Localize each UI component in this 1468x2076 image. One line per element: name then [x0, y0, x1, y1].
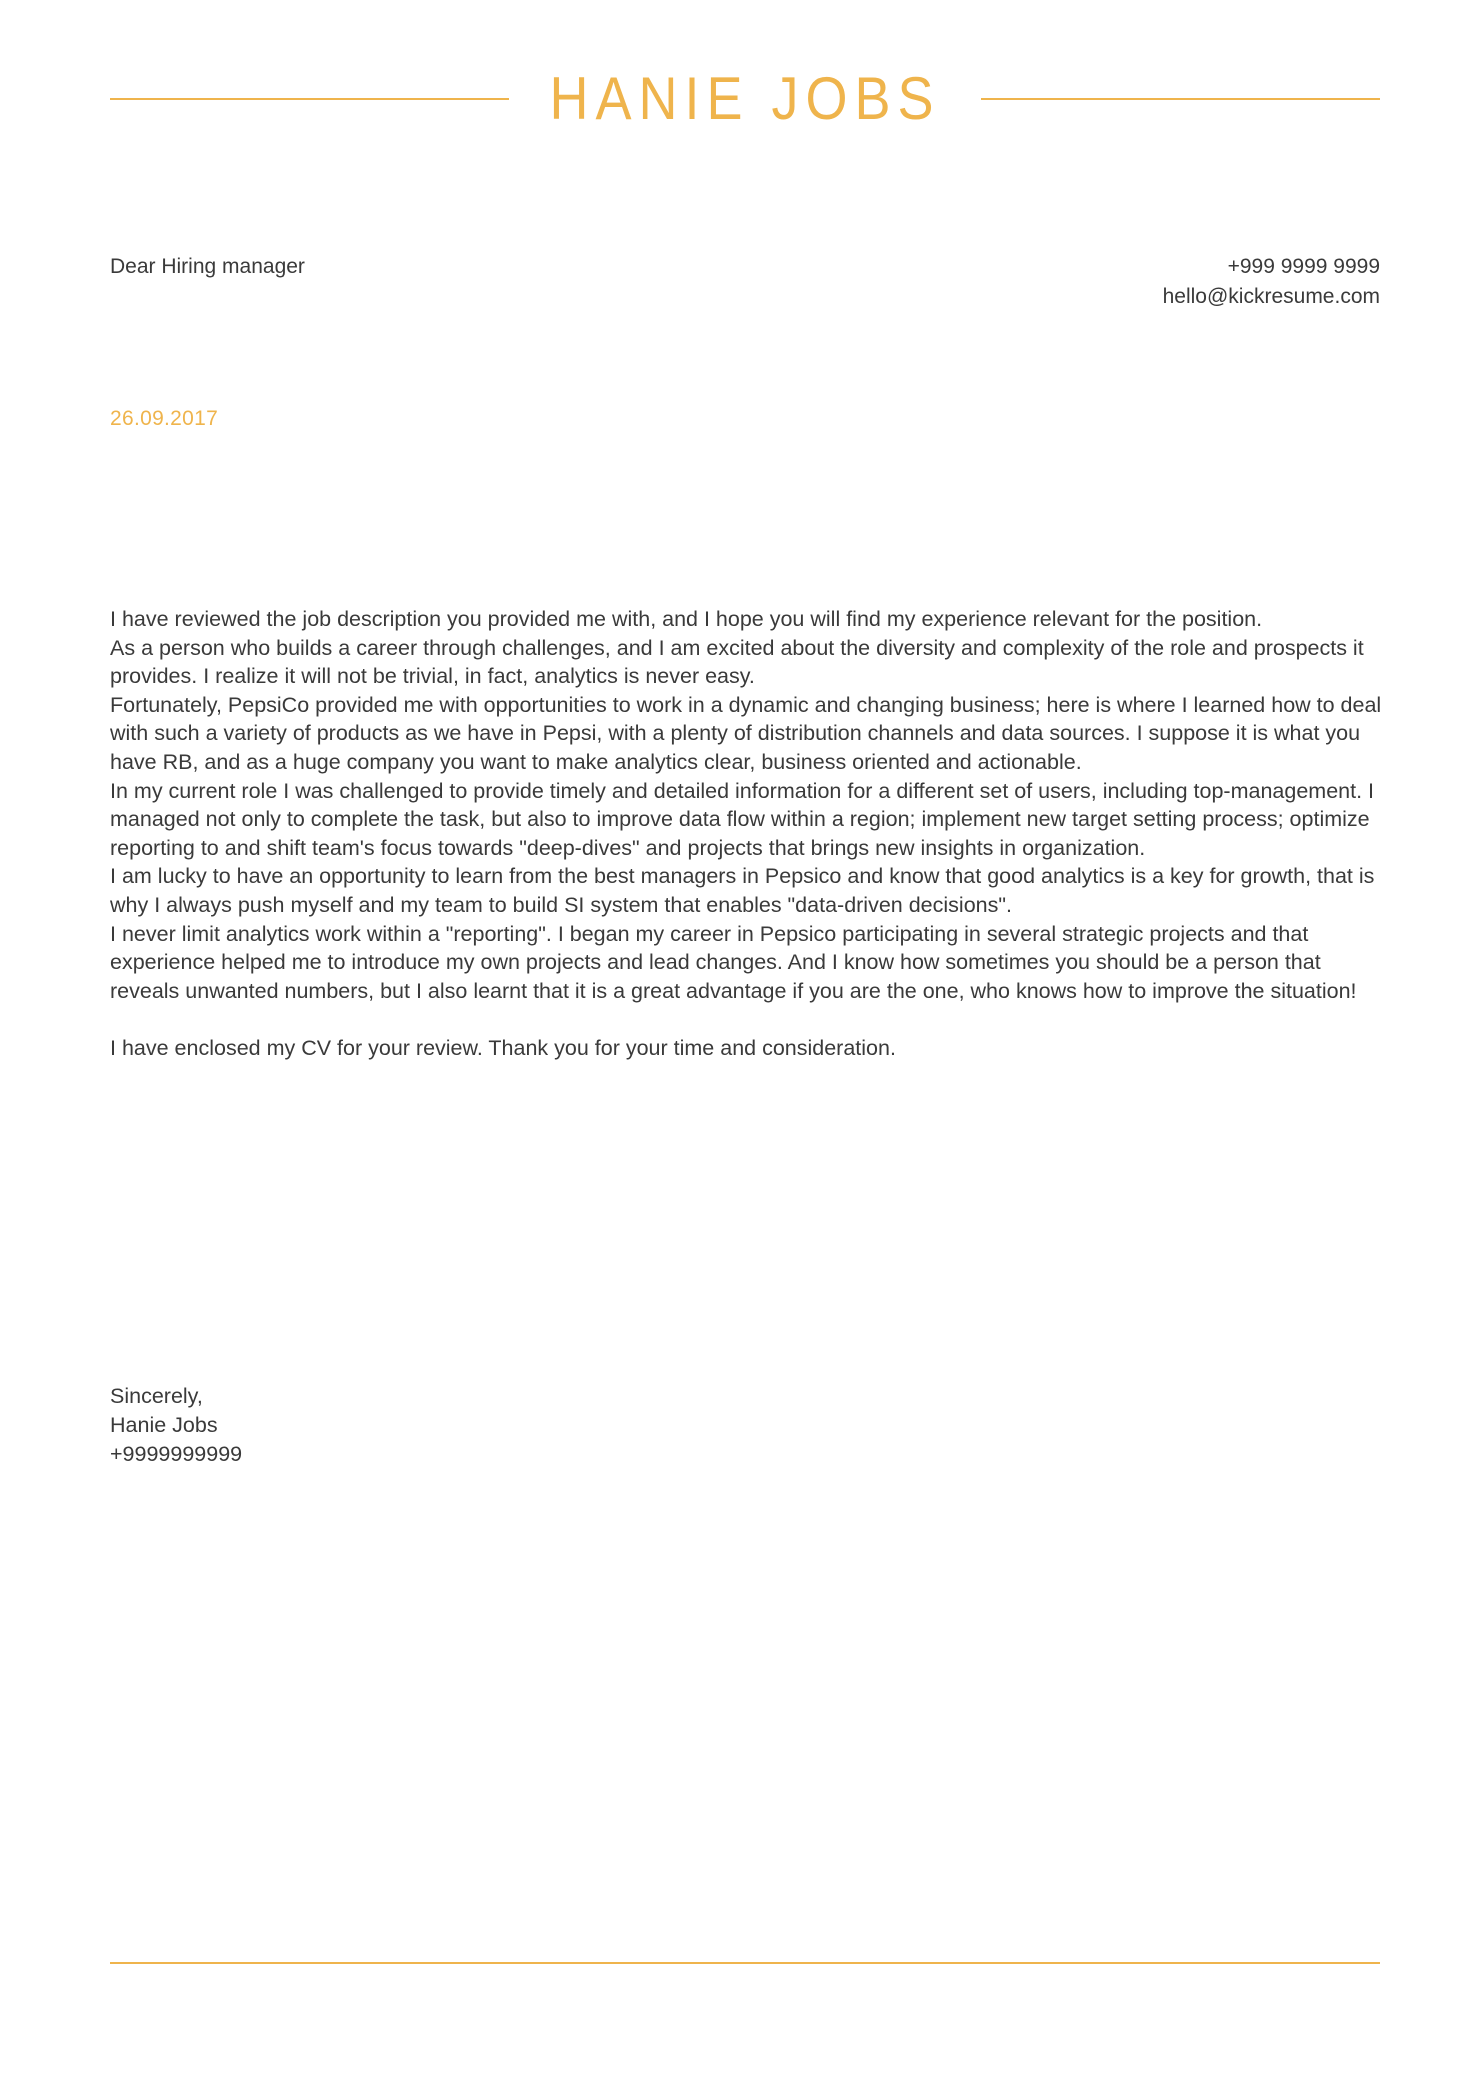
letter-meta: [110, 252, 1380, 312]
signature-valediction: Sincerely,: [110, 1384, 203, 1408]
contact-phone: +999 9999 9999: [1227, 255, 1380, 278]
signature-name: Hanie Jobs: [110, 1413, 218, 1437]
body-paragraph: Fortunately, PepsiCo provided me with opportunities to work in a dynamic and changing business; here is where I learned how to deal with such a variety of products as we have in Pepsi, with a plenty of distribution channels and data sources. I suppose it is what you have RB, and as a huge company you want to make analytics clear, business oriented and actionable.: [110, 692, 1382, 774]
signature-block: [110, 1382, 242, 1469]
body-closing: I have enclosed my CV for your review. Thank you for your time and consideration.: [110, 1035, 896, 1060]
contact-block: [1163, 252, 1380, 312]
page-title: HANIE JOBS: [549, 65, 941, 133]
body-paragraph: As a person who builds a career through challenges, and I am excited about the diversity and complexity of the role and prospects it provides. I realize it will not be trivial, in fact, analytics is never easy.: [110, 635, 1364, 689]
body-paragraph: I never limit analytics work within a "reporting". I began my career in Pepsico participating in several strategic projects and that experience helped me to introduce my own projects and lead changes. And I know how sometimes you should be a person that reveals unwanted numbers, but I also learnt that it is a great advantage if you are the one, who knows how to improve the situation!: [110, 921, 1357, 1003]
header-rule-left: [110, 98, 509, 100]
signature-phone: +9999999999: [110, 1442, 243, 1466]
contact-email: hello@kickresume.com: [1162, 285, 1380, 308]
footer-rule: [110, 1962, 1380, 1964]
letterhead: [110, 65, 1380, 133]
salutation: Dear Hiring manager: [110, 255, 305, 278]
header-rule-right: [981, 98, 1380, 100]
body-paragraph: I am lucky to have an opportunity to learn from the best managers in Pepsico and know that good analytics is a key for growth, that is why I always push myself and my team to build SI system that enables "data-driven decisions".: [110, 864, 1375, 917]
body-paragraph: I have reviewed the job description you provided me with, and I hope you will find my experience relevant for the position.: [110, 607, 1263, 631]
letter-body: [110, 605, 1382, 1063]
body-paragraph: In my current role I was challenged to provide timely and detailed information for a different set of users, including top-management. I managed not only to complete the task, but also to improve data flow within a region; implement new target setting process; optimize reporting to and shift team's focus towards "deep-dives" and projects that brings new insights in organization.: [110, 778, 1374, 860]
letter-date: 26.09.2017: [110, 407, 219, 430]
